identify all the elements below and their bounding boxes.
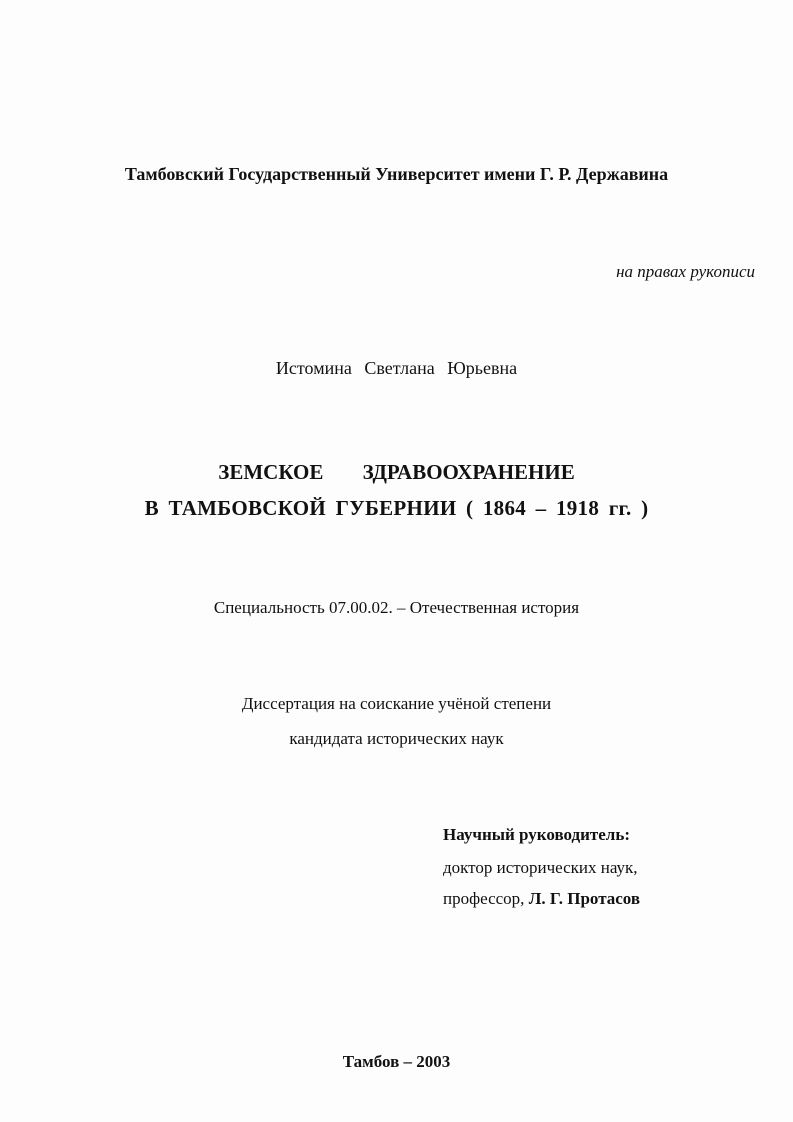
degree-statement-line-2: кандидата исторических наук	[289, 729, 504, 748]
advisor-position: профессор,	[443, 889, 525, 908]
university-name: Тамбовский Государственный Университет имени Г. Р. Державина	[124, 164, 669, 184]
degree-statement-line-1: Диссертация на соискание учёной степени	[241, 694, 552, 713]
city-year: Тамбов – 2003	[342, 1052, 451, 1071]
author-name: Истомина Светлана Юрьевна	[275, 358, 518, 378]
advisor-position-and-name	[443, 889, 640, 909]
advisor-degree: доктор исторических наук,	[443, 858, 638, 877]
thesis-title-line-2: В ТАМБОВСКОЙ ГУБЕРНИИ ( 1864 – 1918 гг. )	[144, 496, 649, 520]
specialty-line: Специальность 07.00.02. – Отечественная история	[213, 598, 580, 617]
advisor-name: Л. Г. Протасов	[528, 889, 641, 908]
advisor-label: Научный руководитель:	[443, 825, 630, 844]
thesis-title-line-1: ЗЕМСКОЕ ЗДРАВООХРАНЕНИЕ	[218, 460, 575, 484]
manuscript-note: на правах рукописи	[616, 262, 755, 281]
